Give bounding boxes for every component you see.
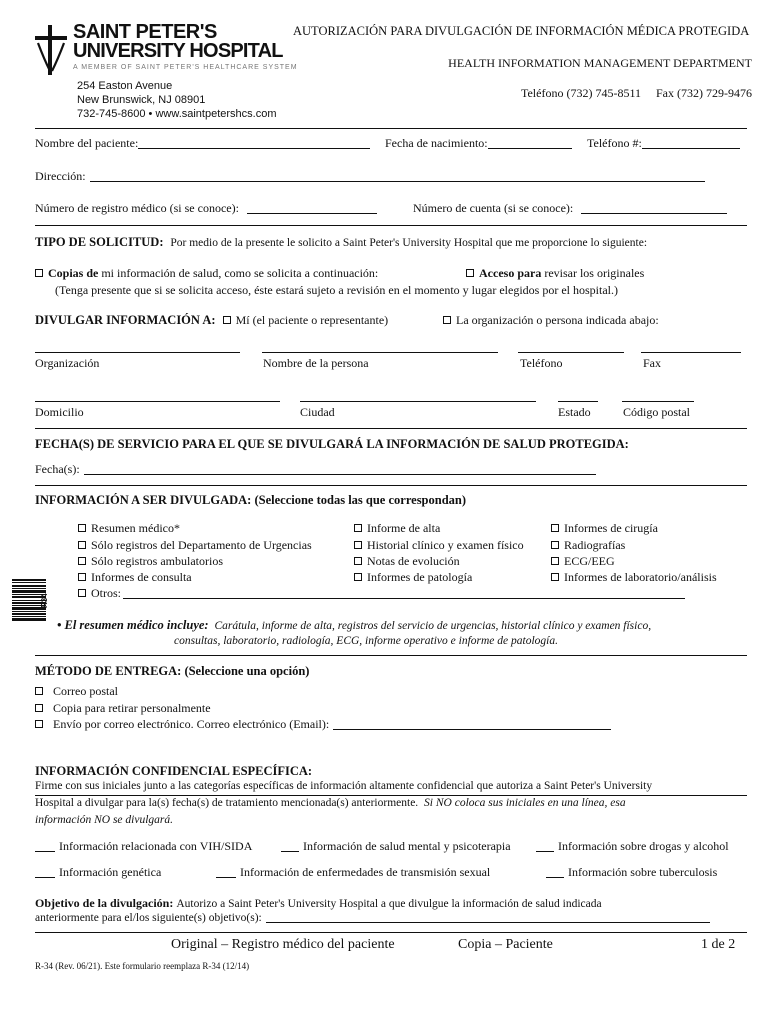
delivery-option[interactable]: [35, 701, 211, 716]
hospital-tagline: A MEMBER OF SAINT PETER'S HEALTHCARE SYSTEM: [73, 64, 298, 71]
initials-field[interactable]: [536, 851, 554, 852]
release-org-checkbox[interactable]: [443, 316, 451, 324]
address-label: Dirección:: [35, 169, 86, 183]
summary-note-text2: consultas, laboratorio, radiología, ECG, informe operativo e informe de patología.: [174, 635, 558, 647]
dob-field[interactable]: [488, 148, 572, 149]
recipient-phone-field[interactable]: [518, 352, 624, 353]
info-checkbox[interactable]: [354, 573, 362, 581]
purpose-line2: [35, 912, 710, 924]
patient-name-row: [35, 136, 370, 151]
info-option[interactable]: [354, 570, 472, 585]
access-label-bold: Acceso para: [479, 266, 542, 280]
delivery-checkbox[interactable]: [35, 687, 43, 695]
service-dates-row: [35, 462, 596, 477]
initials-label: Información de salud mental y psicoterapia: [303, 839, 511, 853]
info-label: Historial clínico y examen físico: [367, 538, 524, 552]
info-label: Informe de alta: [367, 521, 441, 535]
release-org-option[interactable]: [443, 313, 659, 328]
hospital-contact: 732-745-8600 • www.saintpetershcs.com: [77, 108, 277, 120]
patient-name-field[interactable]: [138, 148, 370, 149]
initials-item[interactable]: [536, 839, 729, 854]
street-caption: Domicilio: [35, 405, 84, 419]
delivery-heading: MÉTODO DE ENTREGA: (Seleccione una opción): [35, 664, 310, 678]
footer-copy: Copia – Paciente: [458, 937, 553, 952]
info-checkbox[interactable]: [354, 557, 362, 565]
divider: [35, 795, 747, 796]
address-line1: 254 Easton Avenue: [77, 80, 173, 92]
info-checkbox[interactable]: [551, 573, 559, 581]
purpose-label: Objetivo de la divulgación:: [35, 896, 174, 910]
recipient-fax-caption: Fax: [643, 356, 661, 370]
info-other-field[interactable]: [123, 598, 685, 599]
account-field[interactable]: [581, 213, 727, 214]
dob-row: [385, 136, 572, 151]
delivery-option[interactable]: [35, 717, 611, 732]
divider: [35, 128, 747, 129]
info-other-option[interactable]: [78, 586, 685, 601]
initials-item[interactable]: [281, 839, 511, 854]
barcode-label: R34: [40, 593, 49, 608]
copies-checkbox[interactable]: [35, 269, 43, 277]
address-field[interactable]: [90, 181, 705, 182]
info-checkbox[interactable]: [551, 541, 559, 549]
release-to-row: [35, 313, 388, 328]
person-caption: Nombre de la persona: [263, 356, 369, 370]
state-field[interactable]: [558, 401, 598, 402]
info-option[interactable]: [354, 538, 524, 553]
delivery-option[interactable]: [35, 684, 118, 699]
delivery-checkbox[interactable]: [35, 720, 43, 728]
info-checkbox[interactable]: [78, 541, 86, 549]
info-option[interactable]: [551, 538, 625, 553]
access-option[interactable]: [466, 266, 644, 281]
service-dates-field[interactable]: [84, 474, 596, 475]
divider: [35, 932, 747, 933]
street-field[interactable]: [35, 401, 280, 402]
divider: [35, 428, 747, 429]
footer-original: Original – Registro médico del paciente: [171, 937, 395, 952]
mrn-row: [35, 201, 377, 216]
initials-field[interactable]: [281, 851, 299, 852]
release-org-label: La organización o persona indicada abajo:: [456, 313, 659, 327]
copies-label: mi información de salud, como se solicita a continuación:: [101, 266, 379, 280]
info-checkbox[interactable]: [78, 573, 86, 581]
initials-field[interactable]: [35, 877, 55, 878]
delivery-checkbox[interactable]: [35, 704, 43, 712]
info-option[interactable]: [78, 521, 180, 536]
hospital-name-line2: UNIVERSITY HOSPITAL: [73, 40, 283, 62]
revision-note: R-34 (Rev. 06/21). Este formulario reemplaza R-34 (12/14): [35, 961, 250, 971]
release-self-label: Mí (el paciente o representante): [235, 313, 389, 327]
zip-caption: Código postal: [623, 405, 691, 419]
confidential-line3: información NO se divulgará.: [35, 814, 173, 826]
info-option[interactable]: [354, 554, 460, 569]
info-option[interactable]: [551, 554, 615, 569]
info-label: Informes de cirugía: [564, 521, 658, 535]
delivery-label: Correo postal: [53, 684, 118, 698]
copies-option[interactable]: [35, 266, 378, 281]
form-title: AUTORIZACIÓN PARA DIVULGACIÓN DE INFORMACIÓN MÉDICA PROTEGIDA: [293, 24, 750, 38]
release-self-checkbox[interactable]: [223, 316, 231, 324]
info-label: Sólo registros del Departamento de Urgencias: [91, 538, 312, 552]
purpose-line1: [35, 896, 602, 911]
initials-label: Información sobre tuberculosis: [568, 865, 718, 879]
org-field[interactable]: [35, 352, 240, 353]
city-field[interactable]: [300, 401, 536, 402]
release-to-heading: DIVULGAR INFORMACIÓN A:: [35, 313, 216, 327]
summary-note-line1: [57, 618, 651, 633]
service-dates-heading: FECHA(S) DE SERVICIO PARA EL QUE SE DIVULGARÁ LA INFORMACIÓN DE SALUD PROTEGIDA:: [35, 437, 629, 451]
info-label: Radiografías: [564, 538, 626, 552]
access-label: revisar los originales: [544, 266, 645, 280]
confidential-line2a: Hospital a divulgar para la(s) fecha(s) de tratamiento mencionada(s) anteriormente.: [35, 797, 419, 809]
service-dates-label: Fecha(s):: [35, 462, 80, 476]
divider: [35, 225, 747, 226]
patient-name-label: Nombre del paciente:: [35, 136, 139, 150]
address-row: [35, 169, 705, 184]
initials-item[interactable]: [216, 865, 490, 880]
account-row: [413, 201, 727, 216]
release-self-option[interactable]: [223, 313, 389, 327]
info-label: ECG/EEG: [564, 554, 615, 568]
org-caption: Organización: [35, 356, 100, 370]
person-field[interactable]: [262, 352, 498, 353]
cross-logo-icon: [33, 25, 69, 75]
recipient-fax-field[interactable]: [641, 352, 741, 353]
access-note: (Tenga presente que si se solicita acceso, éste estará sujeto a revisión en el momento y lugar elegidos por el hospital.): [55, 283, 618, 297]
patient-phone-label: Teléfono #:: [587, 136, 642, 150]
info-checkbox[interactable]: [354, 541, 362, 549]
copies-label-bold: Copias de: [48, 266, 99, 280]
dob-label: Fecha de nacimiento:: [385, 136, 488, 150]
info-label: Informes de consulta: [91, 570, 192, 584]
info-option[interactable]: [354, 521, 440, 536]
initials-item[interactable]: [35, 865, 161, 880]
purpose-field[interactable]: [266, 922, 710, 923]
initials-label: Información sobre drogas y alcohol: [558, 839, 729, 853]
state-caption: Estado: [558, 405, 591, 419]
purpose-text1: Autorizo a Saint Peter's University Hospital a que divulgue la información de salud indicada: [176, 898, 602, 910]
initials-field[interactable]: [35, 851, 55, 852]
divider: [35, 655, 747, 656]
confidential-line2: [35, 797, 626, 809]
page-number: 1 de 2: [701, 937, 736, 952]
delivery-label: Envío por correo electrónico. Correo electrónico (Email):: [53, 717, 330, 731]
initials-label: Información genética: [59, 865, 162, 879]
summary-note-text1: Carátula, informe de alta, registros del servicio de urgencias, historial clínico y examen físico,: [214, 620, 652, 632]
patient-phone-row: [587, 136, 740, 151]
department-phone-fax: Teléfono (732) 745-8511 Fax (732) 729-9476: [520, 86, 752, 100]
confidential-line1: Firme con sus iniciales junto a las categorías específicas de información altamente confidencial que autoriza a Saint Peter's University: [35, 780, 653, 792]
mrn-field[interactable]: [247, 213, 377, 214]
info-checkbox[interactable]: [551, 524, 559, 532]
email-field[interactable]: [333, 729, 611, 730]
access-checkbox[interactable]: [466, 269, 474, 277]
initials-field[interactable]: [216, 877, 236, 878]
city-caption: Ciudad: [300, 405, 335, 419]
request-row: [35, 235, 647, 250]
info-other-checkbox[interactable]: [78, 589, 86, 597]
mrn-label: Número de registro médico (si se conoce):: [35, 201, 239, 215]
confidential-line2b: Si NO coloca sus iniciales en una línea, esa: [424, 797, 626, 809]
initials-label: Información de enfermedades de transmisión sexual: [240, 865, 491, 879]
recipient-phone-caption: Teléfono: [520, 356, 563, 370]
info-label: Informes de laboratorio/análisis: [564, 570, 717, 584]
request-text: Por medio de la presente le solicito a Saint Peter's University Hospital que me proporcione lo siguiente:: [170, 237, 648, 249]
info-label: Sólo registros ambulatorios: [91, 554, 223, 568]
confidential-heading: INFORMACIÓN CONFIDENCIAL ESPECÍFICA:: [35, 764, 313, 778]
info-label: Notas de evolución: [367, 554, 460, 568]
info-checkbox[interactable]: [78, 524, 86, 532]
divider: [35, 485, 747, 486]
info-option[interactable]: [78, 538, 312, 553]
request-heading: TIPO DE SOLICITUD:: [35, 235, 164, 249]
info-checkbox[interactable]: [551, 557, 559, 565]
department-name: HEALTH INFORMATION MANAGEMENT DEPARTMENT: [448, 56, 752, 70]
zip-field[interactable]: [622, 401, 694, 402]
info-option[interactable]: [78, 570, 192, 585]
info-option[interactable]: [78, 554, 223, 569]
hospital-name-line1: SAINT PETER'S: [73, 21, 217, 43]
initials-item[interactable]: [35, 839, 252, 854]
info-checkbox[interactable]: [78, 557, 86, 565]
info-option[interactable]: [551, 521, 658, 536]
initials-item[interactable]: [546, 865, 717, 880]
info-label: Informes de patología: [367, 570, 473, 584]
info-option[interactable]: [551, 570, 717, 585]
info-heading: INFORMACIÓN A SER DIVULGADA: (Seleccione todas las que correspondan): [35, 493, 467, 507]
patient-phone-field[interactable]: [642, 148, 740, 149]
purpose-text2: anteriormente para el/los siguiente(s) objetivo(s):: [35, 912, 262, 924]
summary-note-bold: • El resumen médico incluye:: [57, 618, 209, 632]
account-label: Número de cuenta (si se conoce):: [413, 201, 574, 215]
initials-label: Información relacionada con VIH/SIDA: [59, 839, 253, 853]
info-other-label: Otros:: [91, 586, 121, 600]
delivery-label: Copia para retirar personalmente: [53, 701, 211, 715]
address-line2: New Brunswick, NJ 08901: [77, 94, 206, 106]
info-checkbox[interactable]: [354, 524, 362, 532]
initials-field[interactable]: [546, 877, 564, 878]
info-label: Resumen médico*: [91, 521, 180, 535]
